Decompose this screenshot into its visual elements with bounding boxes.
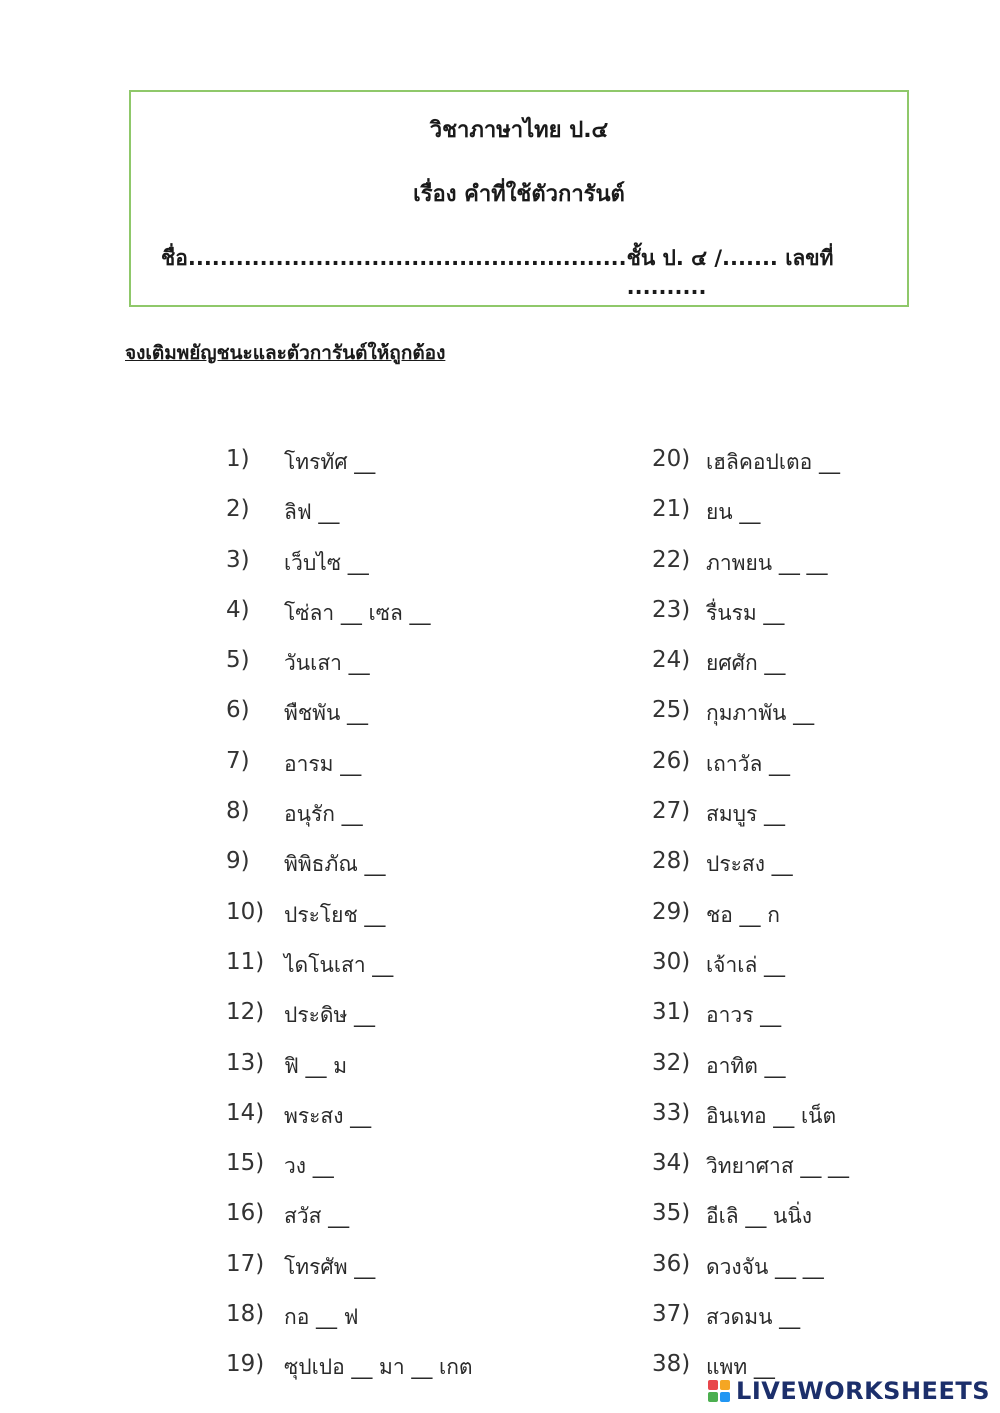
question-item [226,647,473,697]
logo-square [708,1392,718,1402]
question-item [652,1301,849,1351]
question-item [652,1050,849,1100]
question-list-left [226,446,473,1402]
question-word[interactable]: พระสง __ [284,1103,372,1128]
question-item [652,748,849,798]
question-word[interactable]: สวัส __ [284,1204,350,1229]
question-item [652,1150,849,1200]
question-number: 2) [226,496,250,523]
question-item [226,1301,473,1351]
question-number: 28) [652,848,691,875]
question-word[interactable]: อินเทอ __ เน็ต [706,1103,837,1128]
logo-square [720,1392,730,1402]
question-word[interactable]: ยน __ [706,500,761,525]
question-item [226,1050,473,1100]
question-item [226,496,473,546]
question-item [652,899,849,949]
question-list-right [652,446,849,1402]
question-item [652,647,849,697]
question-word[interactable]: ชอ __ ก [706,902,780,927]
question-item [226,798,473,848]
question-number: 34) [652,1150,691,1177]
logo-text: LIVEWORKSHEETS [736,1377,990,1405]
question-word[interactable]: ซุปเปอ __ มา __ เกต [284,1355,473,1380]
question-number: 30) [652,948,691,975]
question-word[interactable]: เถาวัล __ [706,751,791,776]
question-word[interactable]: สวดมน __ [706,1305,801,1330]
question-number: 36) [652,1250,691,1277]
question-word[interactable]: กุมภาพัน __ [706,701,815,726]
question-item [652,798,849,848]
question-number: 13) [226,1049,265,1076]
question-word[interactable]: อาทิต __ [706,1053,786,1078]
question-number: 14) [226,1099,265,1126]
question-word[interactable]: โทรศัพ __ [284,1254,376,1279]
question-number: 1) [226,446,250,472]
question-number: 15) [226,1150,265,1177]
question-item [652,597,849,647]
question-word[interactable]: พืชพัน __ [284,701,368,726]
question-word[interactable]: เว็บไซ __ [284,550,369,575]
question-number: 6) [226,697,250,724]
name-field[interactable]: ชื่อ....................................................... [161,246,627,270]
question-number: 4) [226,596,250,623]
question-number: 27) [652,798,691,825]
question-number: 3) [226,546,250,573]
student-info-row [161,242,879,299]
question-word[interactable]: วันเสา __ [284,651,370,676]
question-item [226,999,473,1049]
question-word[interactable]: อารม __ [284,751,362,776]
question-word[interactable]: กอ __ ฟ [284,1305,359,1330]
question-item [226,748,473,798]
question-number: 20) [652,446,691,472]
question-item [652,496,849,546]
question-item [652,1100,849,1150]
question-number: 10) [226,898,265,925]
question-number: 38) [652,1351,691,1378]
logo-square [708,1380,718,1390]
subject-title: วิชาภาษาไทย ป.๔ [429,118,609,143]
question-item [652,1200,849,1250]
question-number: 26) [652,747,691,774]
question-word[interactable]: ประโยช __ [284,902,386,927]
question-word[interactable]: พิพิธภัณ __ [284,852,386,877]
question-item [226,848,473,898]
question-item [226,899,473,949]
question-number: 37) [652,1301,691,1328]
question-item [226,1251,473,1301]
question-item [652,999,849,1049]
question-word[interactable]: อีเลิ __ นนิ่ง [706,1204,812,1229]
question-number: 29) [652,898,691,925]
header-box [129,90,909,307]
question-item [226,949,473,999]
question-word[interactable]: ดวงจัน __ __ [706,1254,824,1279]
question-word[interactable]: ภาพยน __ __ [706,550,828,575]
question-number: 12) [226,999,265,1026]
question-item [226,547,473,597]
question-number: 24) [652,647,691,674]
question-item [652,949,849,999]
logo-square [720,1380,730,1390]
question-word[interactable]: ฟิ __ ม [284,1053,348,1078]
question-word[interactable]: อาวร __ [706,1003,782,1028]
question-item [226,446,473,496]
question-number: 7) [226,747,250,774]
question-word[interactable]: โซ่ลา __ เซล __ [284,600,431,625]
question-word[interactable]: ประดิษ __ [284,1003,376,1028]
question-number: 22) [652,546,691,573]
liveworksheets-logo [708,1377,990,1405]
question-word[interactable]: โทรทัศ __ [284,450,376,474]
question-number: 25) [652,697,691,724]
question-item [652,697,849,747]
question-word[interactable]: สมบูร __ [706,802,785,827]
question-word[interactable]: ยศศัก __ [706,651,786,676]
question-number: 35) [652,1200,691,1227]
question-word[interactable]: ประสง __ [706,852,793,877]
question-item [652,446,849,496]
question-item [652,848,849,898]
question-number: 32) [652,1049,691,1076]
question-number: 5) [226,647,250,674]
question-number: 16) [226,1200,265,1227]
topic-title: เรื่อง คำที่ใช้ตัวการันต์ [413,182,625,207]
question-number: 31) [652,999,691,1026]
question-number: 9) [226,848,250,875]
question-word[interactable]: เฮลิคอปเตอ __ [706,450,840,474]
question-word[interactable]: รื่นรม __ [706,600,785,625]
question-item [652,1251,849,1301]
question-item [226,1150,473,1200]
instruction: จงเติมพยัญชนะและตัวการันต์ให้ถูกต้อง [125,342,446,364]
question-number: 19) [226,1351,265,1378]
class-number-field[interactable]: ชั้น ป. ๔ /....... เลขที่ .......... [626,246,834,299]
question-number: 23) [652,596,691,623]
question-word[interactable]: ลิฟ __ [284,500,340,525]
question-word[interactable]: แพท __ [706,1355,775,1380]
question-number: 8) [226,798,250,825]
question-item [226,697,473,747]
question-item [226,1100,473,1150]
question-number: 33) [652,1099,691,1126]
logo-mark-icon [708,1380,730,1402]
question-number: 11) [226,948,265,975]
question-word[interactable]: วิทยาศาส __ __ [706,1154,850,1179]
question-word[interactable]: อนุรัก __ [284,802,363,827]
question-word[interactable]: ไดโนเสา __ [284,952,394,977]
question-number: 17) [226,1250,265,1277]
question-number: 18) [226,1301,265,1328]
question-item [226,597,473,647]
question-item [226,1200,473,1250]
question-word[interactable]: วง __ [284,1154,334,1179]
question-item [652,547,849,597]
question-number: 21) [652,496,691,523]
question-item [226,1351,473,1401]
question-word[interactable]: เจ้าเล่ __ [706,952,785,977]
